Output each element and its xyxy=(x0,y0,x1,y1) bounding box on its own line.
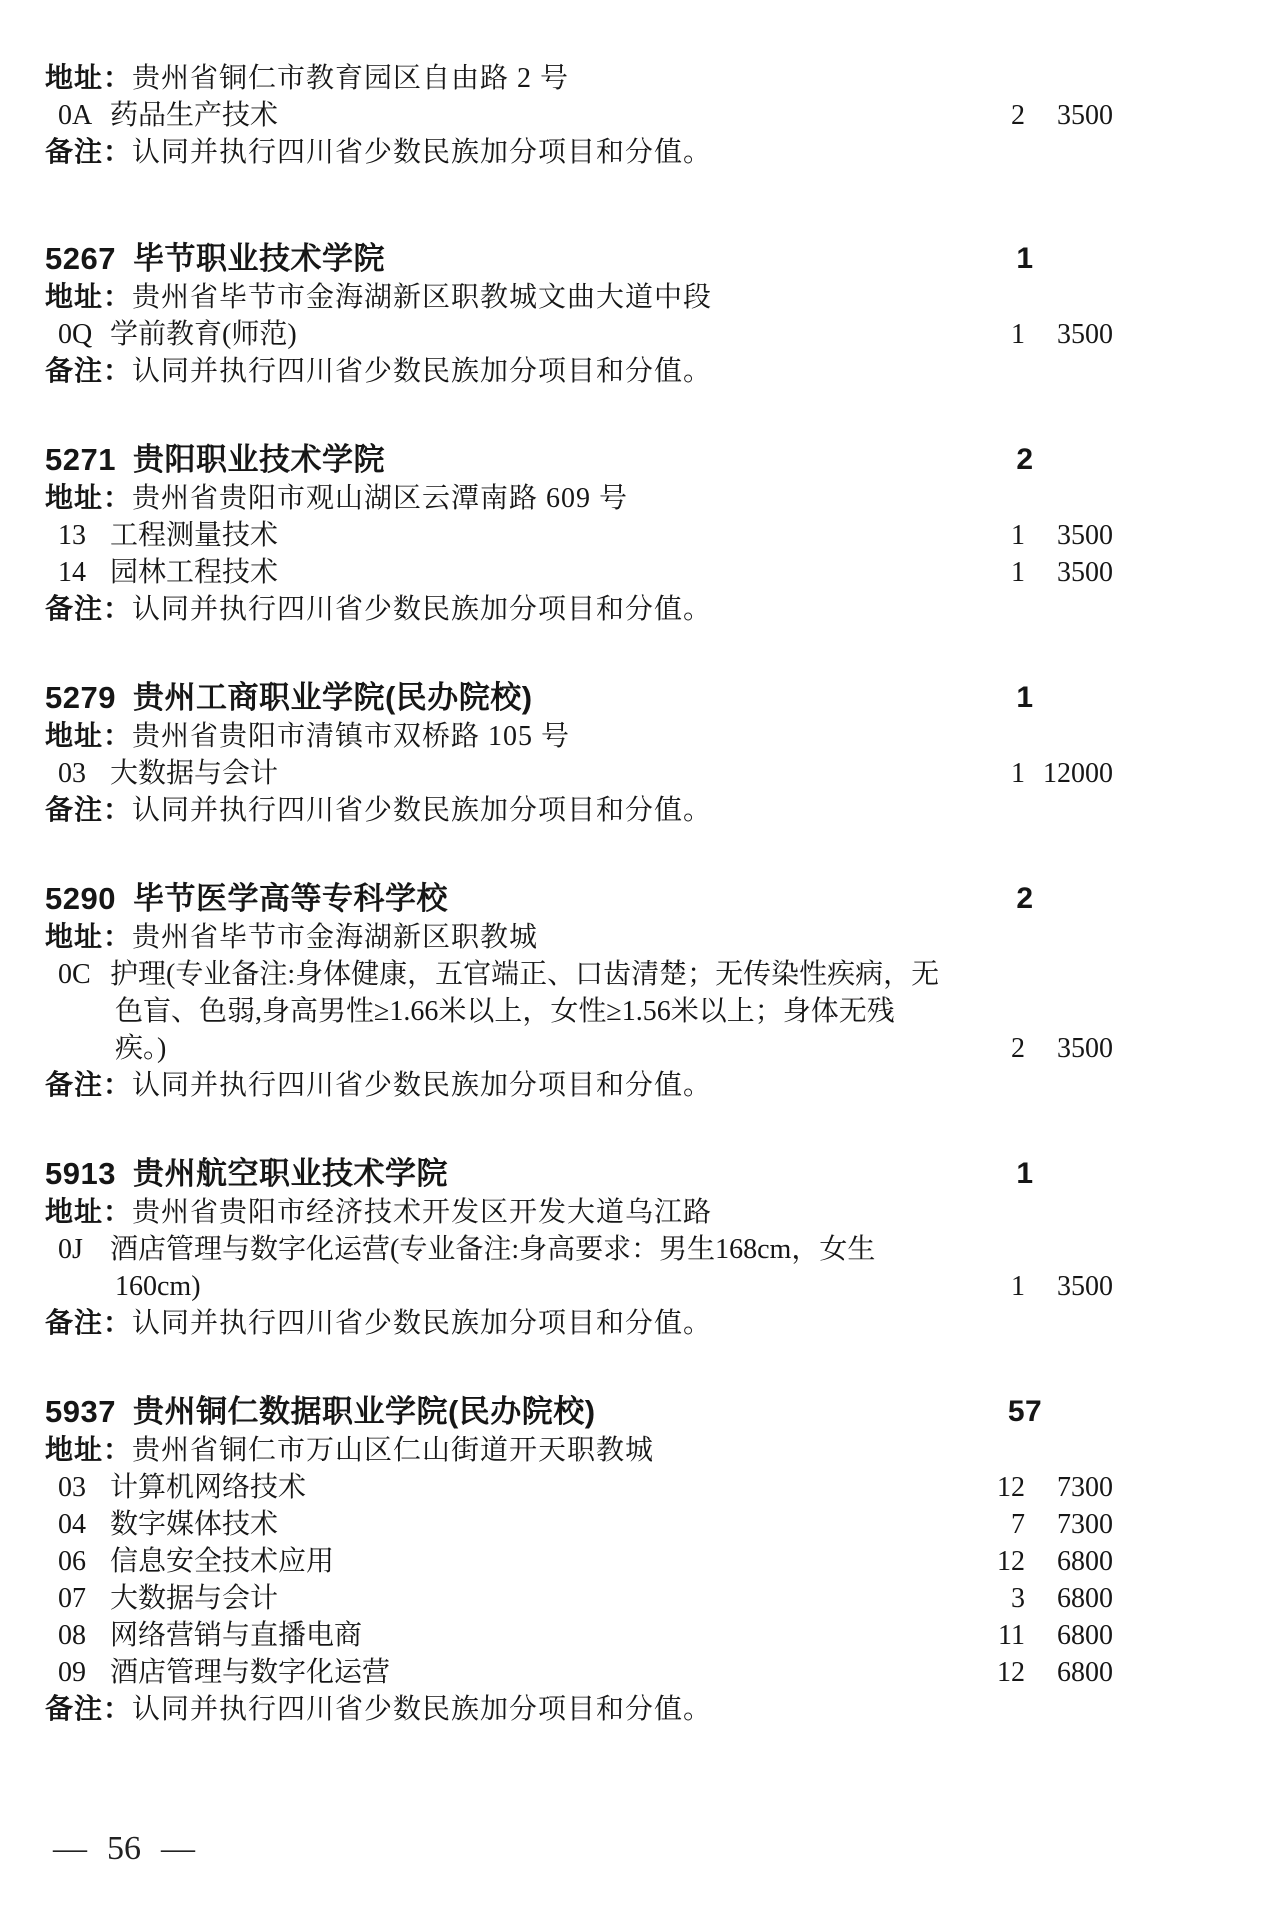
major-name: 网络营销与直播电商 xyxy=(110,1620,363,1651)
note-row xyxy=(45,792,1225,829)
major-tuition-fee: 6800 xyxy=(1057,1620,1113,1651)
major-plan-count: 3 xyxy=(1011,1583,1025,1614)
college-plan-count: 1 xyxy=(1016,242,1034,275)
major-name: 学前教育(师范) xyxy=(110,319,297,350)
footer-dash-left: — xyxy=(53,1830,87,1867)
major-plan-count: 1 xyxy=(1011,319,1025,350)
major-line: 色盲、色弱,身高男性≥1.66米以上，女性≥1.56米以上；身体无残 xyxy=(115,996,895,1027)
major-row xyxy=(45,1506,1225,1543)
college-header xyxy=(45,1392,1225,1432)
major-row xyxy=(45,1231,1225,1305)
major-plan-count: 1 xyxy=(1011,557,1025,588)
major-name: 护理(专业备注:身体健康，五官端正、口齿清楚；无传染性疾病，无 xyxy=(110,959,940,990)
major-row xyxy=(45,316,1225,353)
note-text: 认同并执行四川省少数民族加分项目和分值。 xyxy=(132,356,713,387)
major-line xyxy=(45,1654,1225,1691)
major-line xyxy=(45,1231,1225,1268)
note-row xyxy=(45,134,1225,171)
note-text: 认同并执行四川省少数民族加分项目和分值。 xyxy=(132,594,713,625)
major-tuition-fee: 12000 xyxy=(1043,758,1113,789)
major-row xyxy=(45,1617,1225,1654)
college-code: 5279 xyxy=(45,680,116,715)
address-row xyxy=(45,1432,1225,1469)
major-code: 03 xyxy=(58,758,86,789)
address-text: 贵州省铜仁市万山区仁山街道开天职教城 xyxy=(132,1435,655,1466)
major-row xyxy=(45,554,1225,591)
address-label: 地址： xyxy=(45,922,133,953)
address-text: 贵州省毕节市金海湖新区职教城文曲大道中段 xyxy=(132,282,713,313)
address-row xyxy=(45,279,1225,316)
major-plan-count: 12 xyxy=(997,1657,1025,1688)
address-row xyxy=(45,60,1225,97)
college-name: 贵州铜仁数据职业学院(民办院校) xyxy=(132,1394,596,1429)
major-name: 大数据与会计 xyxy=(110,1583,279,1614)
address-text: 贵州省贵阳市经济技术开发区开发大道乌江路 xyxy=(132,1197,713,1228)
address-label: 地址： xyxy=(45,721,133,752)
major-tuition-fee: 3500 xyxy=(1057,1033,1113,1064)
major-name: 药品生产技术 xyxy=(110,100,279,131)
footer-dash-right: — xyxy=(161,1830,195,1867)
address-row xyxy=(45,480,1225,517)
page-footer xyxy=(53,1830,195,1868)
major-row xyxy=(45,1654,1225,1691)
major-line xyxy=(45,1580,1225,1617)
college-header xyxy=(45,678,1225,718)
address-label: 地址： xyxy=(45,63,133,94)
major-tuition-fee: 3500 xyxy=(1057,1271,1113,1302)
major-name: 工程测量技术 xyxy=(110,520,279,551)
address-label: 地址： xyxy=(45,1197,133,1228)
college-header xyxy=(45,879,1225,919)
note-text: 认同并执行四川省少数民族加分项目和分值。 xyxy=(132,1308,713,1339)
major-line xyxy=(45,1506,1225,1543)
major-code: 07 xyxy=(58,1583,86,1614)
note-label: 备注： xyxy=(45,795,133,826)
note-label: 备注： xyxy=(45,356,133,387)
major-tuition-fee: 7300 xyxy=(1057,1472,1113,1503)
college-plan-count: 1 xyxy=(1016,1157,1034,1190)
page-number: 56 xyxy=(107,1830,141,1867)
major-plan-count: 7 xyxy=(1011,1509,1025,1540)
major-plan-count: 11 xyxy=(998,1620,1025,1651)
address-text: 贵州省贵阳市观山湖区云潭南路 609 号 xyxy=(132,483,629,514)
college-plan-count: 2 xyxy=(1016,443,1034,476)
major-line xyxy=(45,1543,1225,1580)
college-name: 毕节医学高等专科学校 xyxy=(132,881,448,916)
major-plan-count: 1 xyxy=(1011,520,1025,551)
note-text: 认同并执行四川省少数民族加分项目和分值。 xyxy=(132,1694,713,1725)
note-row xyxy=(45,1691,1225,1728)
major-tuition-fee: 6800 xyxy=(1057,1546,1113,1577)
major-plan-count: 2 xyxy=(1011,100,1025,131)
major-code: 0C xyxy=(58,959,91,990)
address-label: 地址： xyxy=(45,1435,133,1466)
address-text: 贵州省贵阳市清镇市双桥路 105 号 xyxy=(132,721,571,752)
major-row xyxy=(45,956,1225,1067)
note-text: 认同并执行四川省少数民族加分项目和分值。 xyxy=(132,795,713,826)
address-text: 贵州省毕节市金海湖新区职教城 xyxy=(132,922,539,953)
page-content xyxy=(45,60,1225,1728)
college-entry xyxy=(45,879,1225,1104)
major-code: 06 xyxy=(58,1546,86,1577)
college-entry xyxy=(45,239,1225,390)
major-code: 09 xyxy=(58,1657,86,1688)
note-text: 认同并执行四川省少数民族加分项目和分值。 xyxy=(132,1070,713,1101)
major-tuition-fee: 3500 xyxy=(1057,319,1113,350)
college-name: 贵州工商职业学院(民办院校) xyxy=(132,680,533,715)
major-plan-count: 2 xyxy=(1011,1033,1025,1064)
major-code: 14 xyxy=(58,557,86,588)
college-code: 5913 xyxy=(45,1156,116,1191)
note-row xyxy=(45,1067,1225,1104)
major-line xyxy=(45,1617,1225,1654)
major-tuition-fee: 3500 xyxy=(1057,100,1113,131)
college-header xyxy=(45,239,1225,279)
major-name: 大数据与会计 xyxy=(110,758,279,789)
note-label: 备注： xyxy=(45,137,133,168)
note-label: 备注： xyxy=(45,1308,133,1339)
note-row xyxy=(45,591,1225,628)
college-name: 贵阳职业技术学院 xyxy=(132,442,385,477)
major-row xyxy=(45,1469,1225,1506)
major-name: 酒店管理与数字化运营 xyxy=(110,1657,391,1688)
major-tuition-fee: 3500 xyxy=(1057,520,1113,551)
college-plan-count: 2 xyxy=(1016,882,1034,915)
college-header xyxy=(45,440,1225,480)
college-name: 毕节职业技术学院 xyxy=(132,241,385,276)
major-line xyxy=(45,1469,1225,1506)
major-line xyxy=(45,517,1225,554)
major-name: 信息安全技术应用 xyxy=(110,1546,335,1577)
major-line xyxy=(45,956,1225,993)
address-label: 地址： xyxy=(45,483,133,514)
major-row xyxy=(45,97,1225,134)
address-row xyxy=(45,718,1225,755)
major-line: 160cm) xyxy=(115,1271,201,1302)
note-text: 认同并执行四川省少数民族加分项目和分值。 xyxy=(132,137,713,168)
note-label: 备注： xyxy=(45,594,133,625)
college-code: 5271 xyxy=(45,442,116,477)
note-label: 备注： xyxy=(45,1694,133,1725)
college-code: 5267 xyxy=(45,241,116,276)
college-code: 5290 xyxy=(45,881,116,916)
major-name: 酒店管理与数字化运营(专业备注:身高要求：男生168cm，女生 xyxy=(110,1234,876,1265)
address-row xyxy=(45,1194,1225,1231)
major-line xyxy=(45,97,1225,134)
major-name: 园林工程技术 xyxy=(110,557,279,588)
address-text: 贵州省铜仁市教育园区自由路 2 号 xyxy=(132,63,570,94)
major-code: 13 xyxy=(58,520,86,551)
major-row xyxy=(45,1543,1225,1580)
major-tuition-fee: 6800 xyxy=(1057,1583,1113,1614)
college-name: 贵州航空职业技术学院 xyxy=(132,1156,448,1191)
major-name: 计算机网络技术 xyxy=(110,1472,307,1503)
major-line xyxy=(45,554,1225,591)
note-label: 备注： xyxy=(45,1070,133,1101)
college-plan-count: 57 xyxy=(1007,1395,1043,1428)
major-row xyxy=(45,517,1225,554)
major-code: 03 xyxy=(58,1472,86,1503)
address-row xyxy=(45,919,1225,956)
major-code: 08 xyxy=(58,1620,86,1651)
note-row xyxy=(45,353,1225,390)
college-entry xyxy=(45,440,1225,628)
major-code: 0Q xyxy=(58,319,93,350)
college-plan-count: 1 xyxy=(1016,681,1034,714)
major-name: 数字媒体技术 xyxy=(110,1509,279,1540)
major-code: 0A xyxy=(58,100,93,131)
college-entry xyxy=(45,1392,1225,1728)
major-plan-count: 1 xyxy=(1011,758,1025,789)
major-code: 0J xyxy=(58,1234,83,1265)
major-line: 疾。) xyxy=(115,1033,167,1064)
college-code: 5937 xyxy=(45,1394,116,1429)
address-label: 地址： xyxy=(45,282,133,313)
major-tuition-fee: 3500 xyxy=(1057,557,1113,588)
major-row xyxy=(45,755,1225,792)
major-plan-count: 1 xyxy=(1011,1271,1025,1302)
college-entry xyxy=(45,1154,1225,1342)
note-row xyxy=(45,1305,1225,1342)
major-line xyxy=(45,316,1225,353)
major-tuition-fee: 7300 xyxy=(1057,1509,1113,1540)
major-row xyxy=(45,1580,1225,1617)
major-code: 04 xyxy=(58,1509,86,1540)
major-plan-count: 12 xyxy=(997,1472,1025,1503)
college-entry xyxy=(45,678,1225,829)
major-plan-count: 12 xyxy=(997,1546,1025,1577)
college-entry-continuation xyxy=(45,60,1225,171)
major-tuition-fee: 6800 xyxy=(1057,1657,1113,1688)
college-header xyxy=(45,1154,1225,1194)
